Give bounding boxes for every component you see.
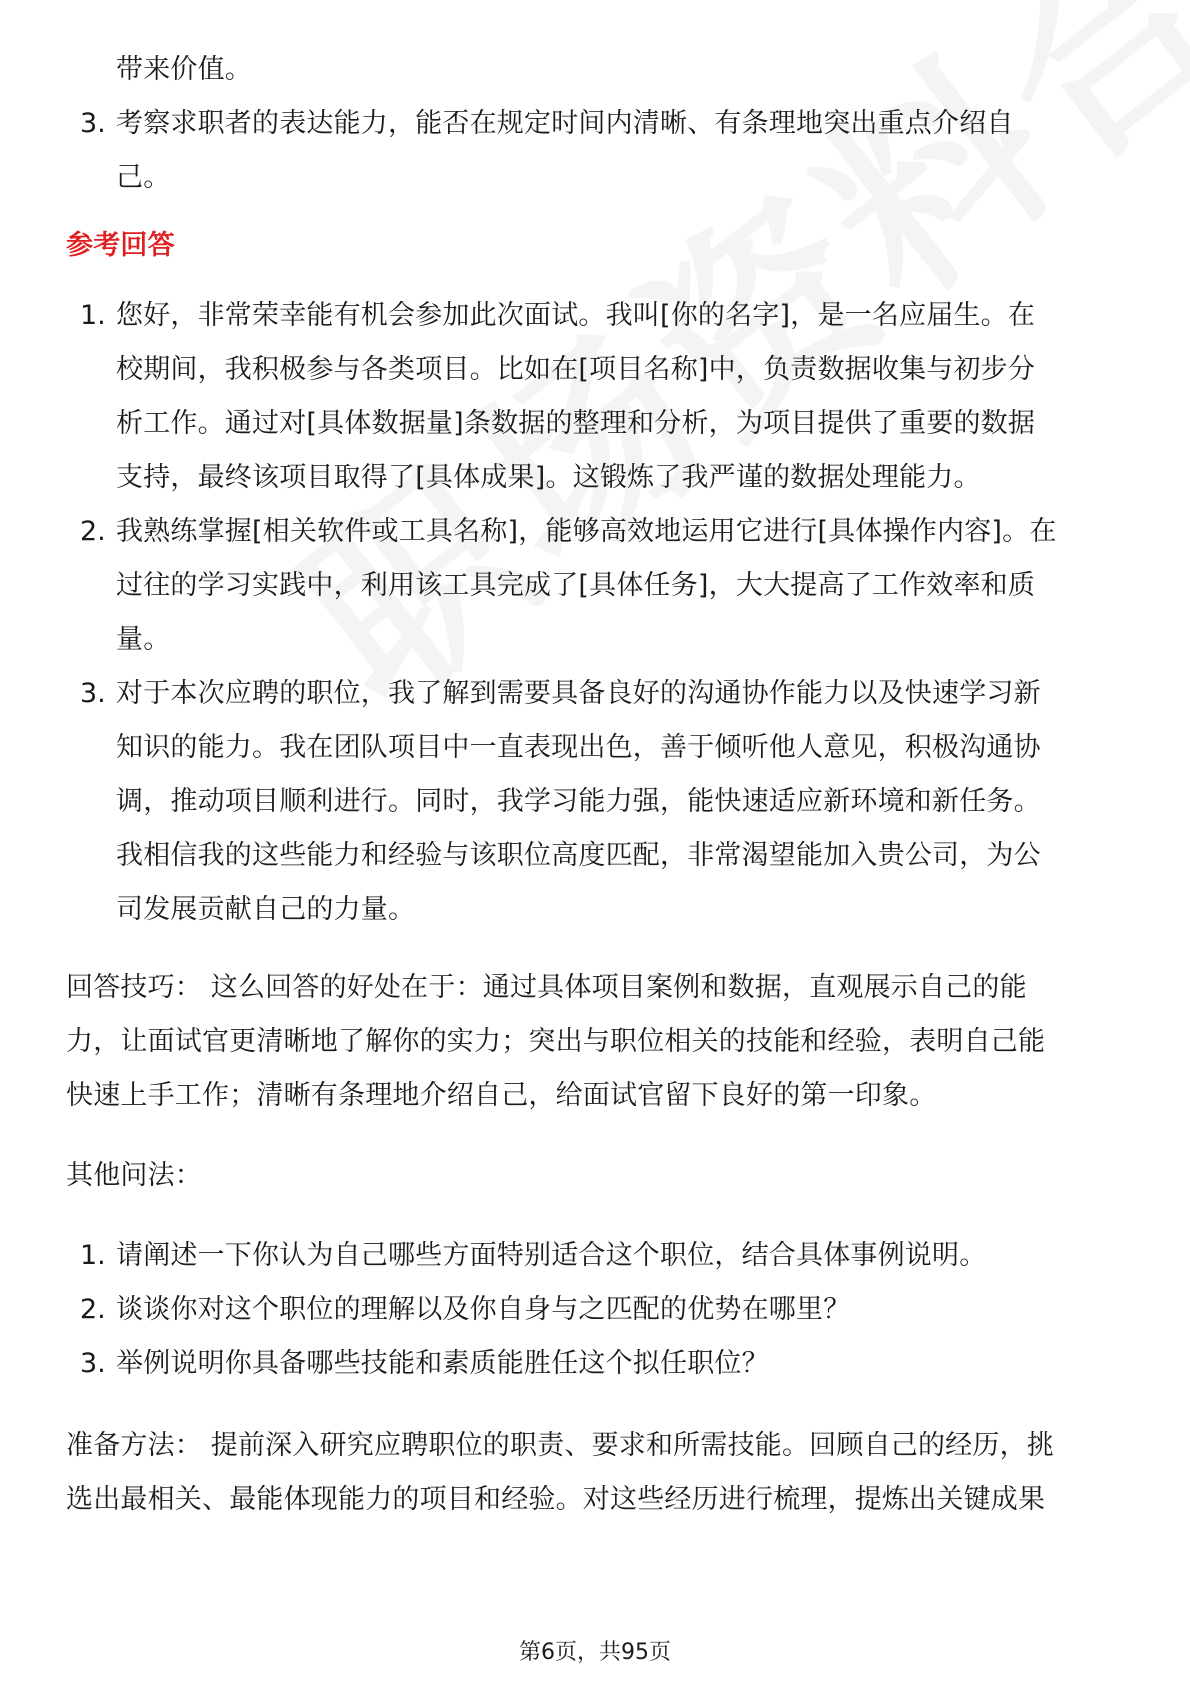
other-item-1-number: 1. (80, 1240, 106, 1271)
answer-item-3-line-0: 对于本次应聘的职位，我了解到需要具备良好的沟通协作能力以及快速学习新 (116, 678, 1041, 709)
other-item-3-number: 3. (80, 1348, 106, 1379)
tips-line-2: 快速上手工作；清晰有条理地介绍自己，给面试官留下良好的第一印象。 (66, 1080, 937, 1111)
answer-item-3-line-3: 我相信我的这些能力和经验与该职位高度匹配，非常渴望能加入贵公司，为公 (116, 840, 1041, 871)
answer-item-3-line-2: 调，推动项目顺利进行。同时，我学习能力强，能快速适应新环境和新任务。 (116, 786, 1041, 817)
other-item-2-number: 2. (80, 1294, 106, 1325)
answer-item-2-number: 2. (80, 516, 106, 547)
answer-item-2-line-1: 过往的学习实践中，利用该工具完成了[具体任务]，大大提高了工作效率和质 (116, 570, 1036, 601)
answer-item-3-line-1: 知识的能力。我在团队项目中一直表现出色，善于倾听他人意见，积极沟通协 (116, 732, 1041, 763)
answer-heading: 参考回答 (66, 230, 175, 261)
answer-item-1-line-0: 您好，非常荣幸能有机会参加此次面试。我叫[你的名字]，是一名应届生。在 (116, 300, 1036, 331)
answer-item-1-number: 1. (80, 300, 106, 331)
intro-item-0-line-0: 带来价值。 (116, 54, 252, 85)
answer-item-1-line-1: 校期间，我积极参与各类项目。比如在[项目名称]中，负责数据收集与初步分 (116, 354, 1036, 385)
other-item-1-text: 请阐述一下你认为自己哪些方面特别适合这个职位，结合具体事例说明。 (116, 1240, 987, 1271)
answer-item-3-number: 3. (80, 678, 106, 709)
answer-item-1-line-3: 支持，最终该项目取得了[具体成果]。这锻炼了我严谨的数据处理能力。 (116, 462, 981, 493)
answer-item-1-line-2: 析工作。通过对[具体数据量]条数据的整理和分析，为项目提供了重要的数据 (116, 408, 1036, 439)
other-item-2-text: 谈谈你对这个职位的理解以及你自身与之匹配的优势在哪里？ (116, 1294, 851, 1325)
page-number-footer: 第6页，共95页 (519, 1640, 671, 1665)
tips-line-0: 回答技巧： 这么回答的好处在于：通过具体项目案例和数据，直观展示自己的能 (66, 972, 1027, 1003)
answer-item-3-line-4: 司发展贡献自己的力量。 (116, 894, 416, 925)
tips-line-1: 力，让面试官更清晰地了解你的实力；突出与职位相关的技能和经验，表明自己能 (66, 1026, 1046, 1057)
answer-item-2-line-2: 量。 (116, 624, 171, 655)
intro-item-1-line-0: 考察求职者的表达能力，能否在规定时间内清晰、有条理地突出重点介绍自 (116, 108, 1014, 139)
answer-item-2-line-0: 我熟练掌握[相关软件或工具名称]，能够高效地运用它进行[具体操作内容]。在 (116, 516, 1057, 547)
prep-line-1: 选出最相关、最能体现能力的项目和经验。对这些经历进行梳理，提炼出关键成果 (66, 1484, 1046, 1515)
intro-item-1-number: 3. (80, 108, 106, 139)
other-heading: 其他问法： (66, 1160, 202, 1191)
other-item-3-text: 举例说明你具备哪些技能和素质能胜任这个拟任职位？ (116, 1348, 769, 1379)
prep-line-0: 准备方法： 提前深入研究应聘职位的职责、要求和所需技能。回顾自己的经历，挑 (66, 1430, 1054, 1461)
intro-item-1-line-1: 己。 (116, 162, 171, 193)
